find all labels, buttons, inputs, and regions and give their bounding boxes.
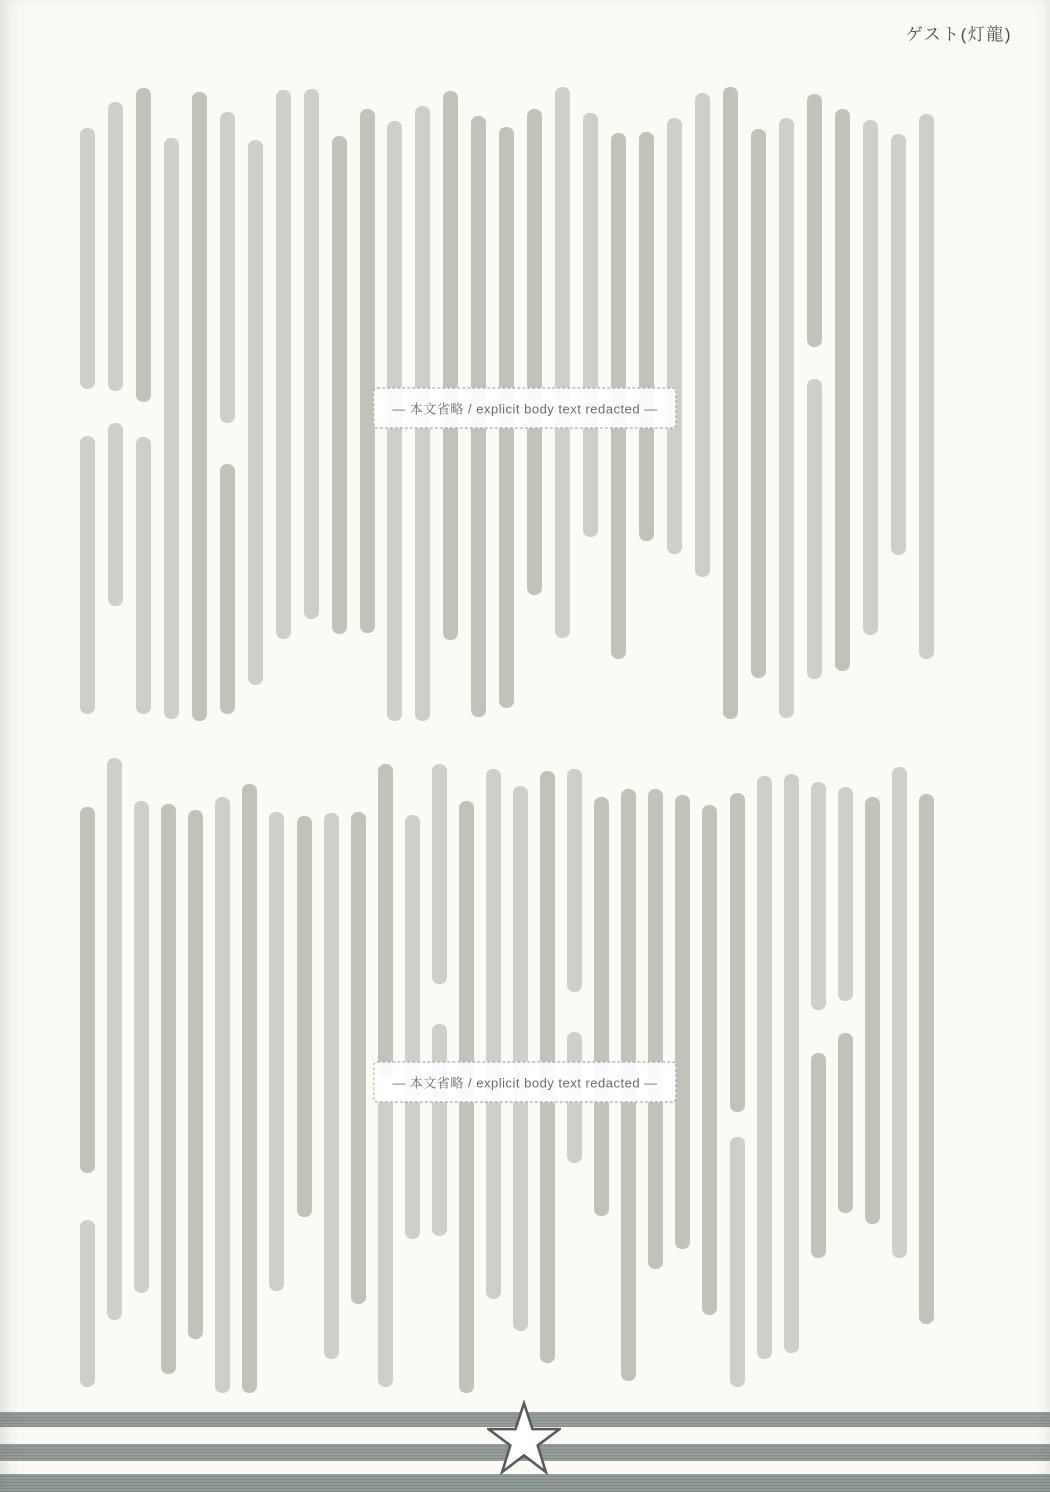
redacted-text-segment xyxy=(80,436,95,714)
redacted-text-segment xyxy=(835,109,850,671)
redacted-text-segment xyxy=(332,136,347,635)
redacted-text-column xyxy=(132,758,151,1406)
redacted-text-column xyxy=(836,758,855,1406)
redacted-text-segment xyxy=(107,758,122,1320)
redacted-text-segment xyxy=(248,140,263,684)
redacted-text-column xyxy=(755,758,774,1406)
footer-decoration xyxy=(0,1400,1050,1492)
redaction-notice: — 本文省略 / explicit body text redacted — xyxy=(373,1062,676,1103)
redacted-text-segment xyxy=(304,89,319,619)
redacted-text-segment xyxy=(702,805,717,1315)
redacted-text-segment xyxy=(269,812,284,1291)
redacted-text-column xyxy=(349,758,368,1406)
redacted-text-column xyxy=(134,84,153,734)
redacted-text-column xyxy=(302,84,321,734)
guest-credit-label: ゲスト(灯龍) xyxy=(905,25,1012,44)
redacted-text-column xyxy=(917,758,936,1406)
redacted-text-segment xyxy=(108,102,123,391)
redacted-text-segment xyxy=(723,87,738,719)
redacted-text-column xyxy=(749,84,768,734)
redacted-text-segment xyxy=(730,793,745,1112)
redacted-text-column xyxy=(159,758,178,1406)
redacted-text-column xyxy=(105,758,124,1406)
redacted-text-column xyxy=(78,84,97,734)
redacted-text-segment xyxy=(80,807,95,1173)
redacted-text-segment xyxy=(865,797,880,1224)
redacted-text-segment xyxy=(648,789,663,1269)
redacted-text-segment xyxy=(757,776,772,1359)
redacted-text-segment xyxy=(432,1024,447,1236)
redacted-text-column xyxy=(78,758,97,1406)
redacted-text-segment xyxy=(594,797,609,1216)
redacted-text-segment xyxy=(136,88,151,402)
redacted-text-segment xyxy=(432,764,447,984)
redacted-text-segment xyxy=(567,769,582,992)
redacted-text-column xyxy=(728,758,747,1406)
redacted-text-segment xyxy=(134,801,149,1293)
redacted-text-segment xyxy=(583,113,598,537)
redacted-text-column xyxy=(889,84,908,734)
redacted-text-segment xyxy=(527,109,542,595)
redacted-text-segment xyxy=(192,92,207,721)
redacted-text-column xyxy=(782,758,801,1406)
redacted-text-column xyxy=(267,758,286,1406)
redacted-text-segment xyxy=(639,132,654,541)
redacted-text-column xyxy=(213,758,232,1406)
redacted-text-segment xyxy=(784,774,799,1353)
redacted-text-segment xyxy=(751,129,766,678)
star-icon xyxy=(487,1400,561,1476)
redacted-text-segment xyxy=(405,815,420,1239)
redacted-text-segment xyxy=(675,795,690,1249)
footer-stripe xyxy=(0,1474,1050,1492)
redacted-text-segment xyxy=(80,1220,95,1387)
redacted-text-segment xyxy=(730,1137,745,1387)
redacted-text-column xyxy=(777,84,796,734)
redacted-text-column xyxy=(295,758,314,1406)
redacted-text-segment xyxy=(555,87,570,639)
redacted-text-segment xyxy=(667,118,682,555)
redaction-notice: — 本文省略 / explicit body text redacted — xyxy=(373,388,676,429)
redacted-text-column xyxy=(274,84,293,734)
redacted-text-segment xyxy=(807,379,822,679)
redacted-text-segment xyxy=(838,787,853,1001)
redacted-text-segment xyxy=(360,109,375,632)
redacted-text-column xyxy=(721,84,740,734)
redacted-text-segment xyxy=(919,114,934,659)
redacted-text-column xyxy=(330,84,349,734)
redacted-text-segment xyxy=(695,93,710,577)
redacted-text-column xyxy=(809,758,828,1406)
redacted-text-column xyxy=(186,758,205,1406)
redacted-text-segment xyxy=(919,794,934,1324)
redacted-text-column xyxy=(863,758,882,1406)
redacted-text-segment xyxy=(378,1098,393,1387)
redacted-text-column xyxy=(190,84,209,734)
redacted-text-column xyxy=(218,84,237,734)
redacted-text-segment xyxy=(811,782,826,1010)
redacted-text-segment xyxy=(807,94,822,347)
redacted-text-segment xyxy=(136,437,151,714)
redacted-text-segment xyxy=(276,90,291,639)
redacted-text-segment xyxy=(513,786,528,1331)
redacted-text-segment xyxy=(108,423,123,606)
redacted-text-segment xyxy=(220,464,235,715)
redacted-text-segment xyxy=(188,810,203,1339)
redacted-text-segment xyxy=(220,112,235,423)
redacted-text-segment xyxy=(324,813,339,1359)
redacted-text-column xyxy=(861,84,880,734)
redacted-text-segment xyxy=(892,767,907,1259)
redacted-text-segment xyxy=(779,118,794,719)
redacted-text-segment xyxy=(164,138,179,719)
redacted-text-segment xyxy=(863,120,878,635)
redacted-text-column xyxy=(700,758,719,1406)
redacted-text-column xyxy=(890,758,909,1406)
redacted-text-segment xyxy=(242,784,257,1393)
redacted-text-segment xyxy=(811,1053,826,1257)
redacted-text-column xyxy=(322,758,341,1406)
redacted-text-column xyxy=(917,84,936,734)
redacted-text-segment xyxy=(443,91,458,640)
redacted-text-segment xyxy=(215,797,230,1393)
redacted-text-column xyxy=(106,84,125,734)
redacted-text-segment xyxy=(486,769,501,1299)
redacted-text-segment xyxy=(297,816,312,1218)
redacted-text-segment xyxy=(161,804,176,1374)
redacted-text-segment xyxy=(80,128,95,389)
redacted-text-column xyxy=(246,84,265,734)
redacted-text-column xyxy=(693,84,712,734)
redacted-text-segment xyxy=(891,134,906,556)
redacted-text-segment xyxy=(838,1033,853,1213)
redacted-text-column xyxy=(162,84,181,734)
redacted-text-column xyxy=(805,84,824,734)
redacted-text-segment xyxy=(351,812,366,1304)
redacted-text-column xyxy=(833,84,852,734)
redacted-text-column xyxy=(240,758,259,1406)
redacted-text-segment xyxy=(378,764,393,1077)
